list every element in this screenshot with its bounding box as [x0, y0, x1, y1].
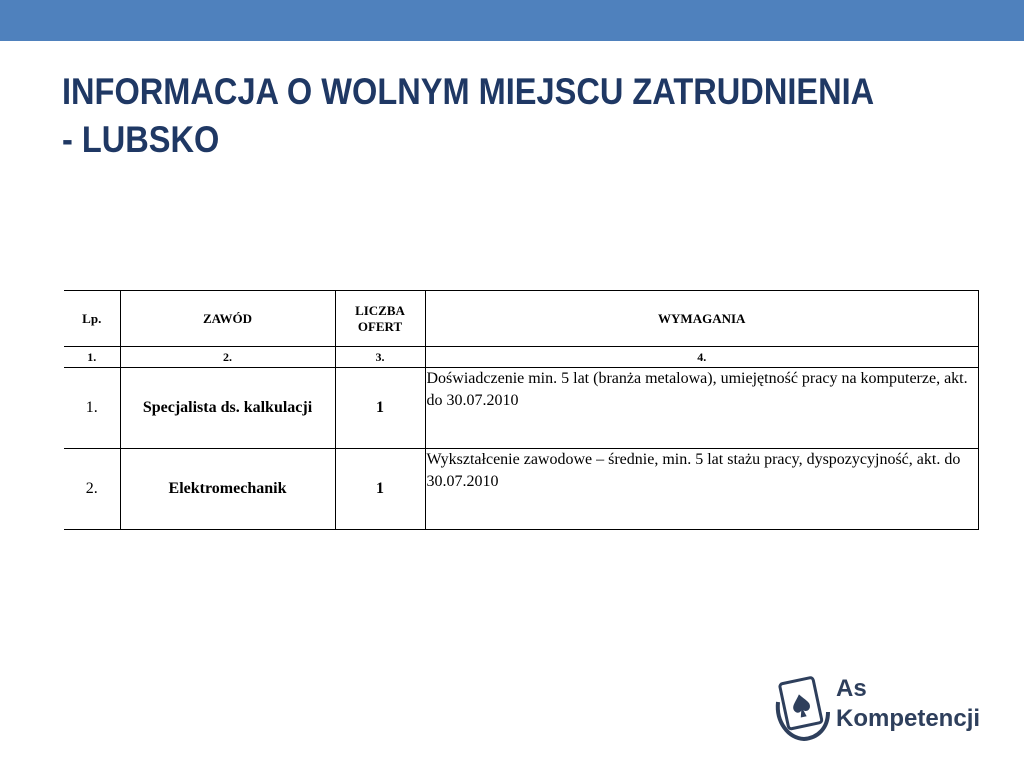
- row-zawod: Elektromechanik: [120, 449, 335, 530]
- spade-card-icon: [770, 672, 832, 742]
- logo-line-1: As: [836, 675, 867, 702]
- header-liczba-line-1: LICZBA: [355, 302, 405, 318]
- table-row: [64, 449, 979, 530]
- row-zawod: Specjalista ds. kalkulacji: [120, 368, 335, 449]
- header-wymagania: WYMAGANIA: [425, 291, 979, 347]
- column-number: 3.: [335, 347, 425, 368]
- row-liczba: 1: [335, 368, 425, 449]
- slide-title: [62, 68, 898, 164]
- top-accent-bar: [0, 0, 1024, 41]
- slide-title-line-1: INFORMACJA O WOLNYM MIEJSCU ZATRUDNIENIA: [62, 71, 875, 112]
- logo-line-2: Kompetencji: [836, 705, 981, 732]
- slide-title-line-2: - LUBSKO: [62, 119, 220, 160]
- row-liczba: 1: [335, 449, 425, 530]
- header-lp: Lp.: [64, 291, 120, 347]
- table-header-row: [64, 291, 979, 347]
- header-liczba-ofert: [335, 291, 425, 347]
- header-liczba-line-2: OFERT: [357, 318, 403, 334]
- row-lp: 1.: [64, 368, 120, 449]
- row-wymagania: Doświadczenie min. 5 lat (branża metalowa), umiejętność pracy na komputerze, akt. do 30.07.2010: [425, 368, 979, 449]
- row-wymagania: Wykształcenie zawodowe – średnie, min. 5 lat stażu pracy, dyspozycyjność, akt. do 30.07.2010: [425, 449, 979, 530]
- column-number: 2.: [120, 347, 335, 368]
- table-row: [64, 368, 979, 449]
- header-zawod: ZAWÓD: [120, 291, 335, 347]
- row-lp: 2.: [64, 449, 120, 530]
- job-offers-table: [64, 290, 979, 530]
- column-number: 4.: [425, 347, 979, 368]
- column-number-row: [64, 347, 979, 368]
- as-kompetencji-logo: [770, 670, 1010, 750]
- column-number: 1.: [64, 347, 120, 368]
- logo-wordmark: [836, 674, 980, 734]
